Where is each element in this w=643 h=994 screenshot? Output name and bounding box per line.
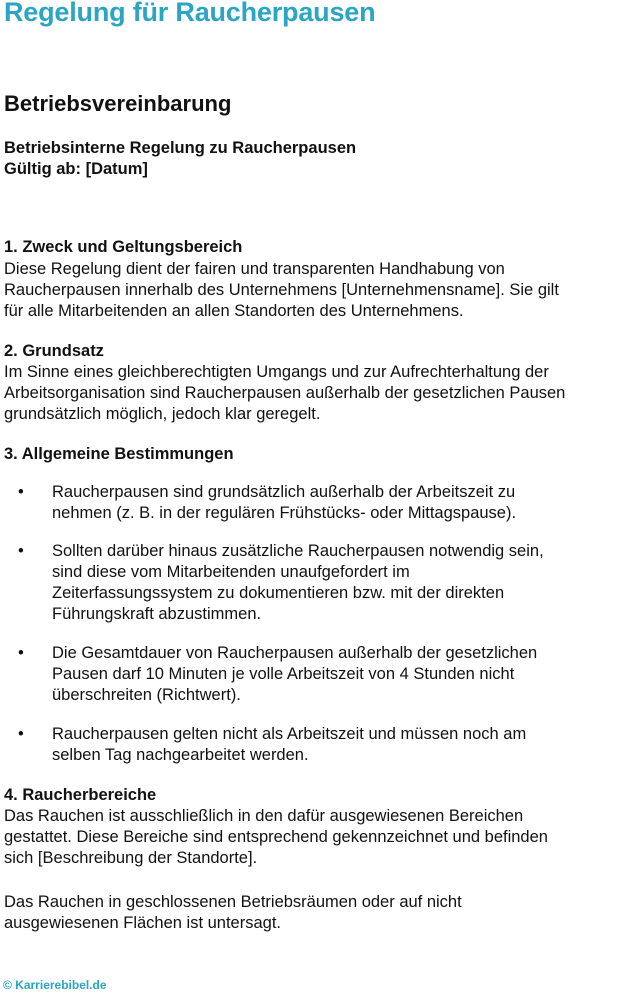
text-line: Das Rauchen ist ausschließlich in den dafür ausgewiesenen Bereichen [4,807,524,825]
subtitle-regulation: Betriebsinterne Regelung zu Raucherpausen [4,139,357,157]
list-item-text [52,643,537,706]
section-heading-smoking-areas: 4. Raucherbereiche [4,786,157,804]
text-line: Im Sinne eines gleichberechtigten Umgangs und zur Aufrechterhaltung der [4,363,549,381]
section-heading-principle: 2. Grundsatz [4,342,104,360]
bullet-icon: • [18,542,24,560]
bullet-icon: • [18,725,24,743]
text-line: für alle Mitarbeitenden an allen Standorten des Unternehmens. [4,302,464,320]
text-line: Raucherpausen innerhalb des Unternehmens [Unternehmensname]. Sie gilt [4,281,559,299]
section-text-purpose [4,259,643,322]
document-title: Regelung für Raucherpausen [4,0,376,27]
bullet-icon: • [18,644,24,662]
text-line: Führungskraft abzustimmen. [52,605,262,623]
text-line: Sollten darüber hinaus zusätzliche Raucherpausen notwendig sein, [52,542,544,560]
list-item-text [52,541,544,625]
text-line: überschreiten (Richtwert). [52,686,241,704]
section-heading-general-provisions: 3. Allgemeine Bestimmungen [4,445,234,463]
text-line: Zeiterfassungssystem zu dokumentieren bzw. mit der direkten [52,584,505,602]
text-line: grundsätzlich möglich, jedoch klar geregelt. [4,405,321,423]
bullet-icon: • [18,483,24,501]
text-line: selben Tag nachgearbeitet werden. [52,746,309,764]
text-line: nehmen (z. B. in der regulären Frühstücks- oder Mittagspause). [52,504,517,522]
document-subtitle [4,138,356,180]
text-line: ausgewiesenen Flächen ist untersagt. [4,914,282,932]
text-line: Das Rauchen in geschlossenen Betriebsräumen oder auf nicht [4,893,462,911]
section-text-principle [4,362,643,425]
text-line: sich [Beschreibung der Standorte]. [4,849,258,867]
text-line: Raucherpausen sind grundsätzlich außerhalb der Arbeitszeit zu [52,483,516,501]
list-item-text [52,724,526,766]
section-text-smoking-prohibition [4,892,643,934]
agreement-heading: Betriebsvereinbarung [4,91,232,116]
list-item-text [52,482,516,524]
section-heading-purpose: 1. Zweck und Geltungsbereich [4,238,243,256]
section-text-smoking-areas [4,806,643,869]
text-line: gestattet. Diese Bereiche sind entsprechend gekennzeichnet und befinden [4,828,548,846]
text-line: Pausen darf 10 Minuten je volle Arbeitszeit von 4 Stunden nicht [52,665,515,683]
subtitle-valid-from: Gültig ab: [Datum] [4,160,148,178]
text-line: Die Gesamtdauer von Raucherpausen außerhalb der gesetzlichen [52,644,538,662]
copyright-notice: © Karrierebibel.de [3,978,107,992]
text-line: Arbeitsorganisation sind Raucherpausen außerhalb der gesetzlichen Pausen [4,384,566,402]
text-line: Diese Regelung dient der fairen und transparenten Handhabung von [4,260,505,278]
text-line: sind diese vom Mitarbeitenden unaufgefordert im [52,563,410,581]
text-line: Raucherpausen gelten nicht als Arbeitszeit und müssen noch am [52,725,527,743]
